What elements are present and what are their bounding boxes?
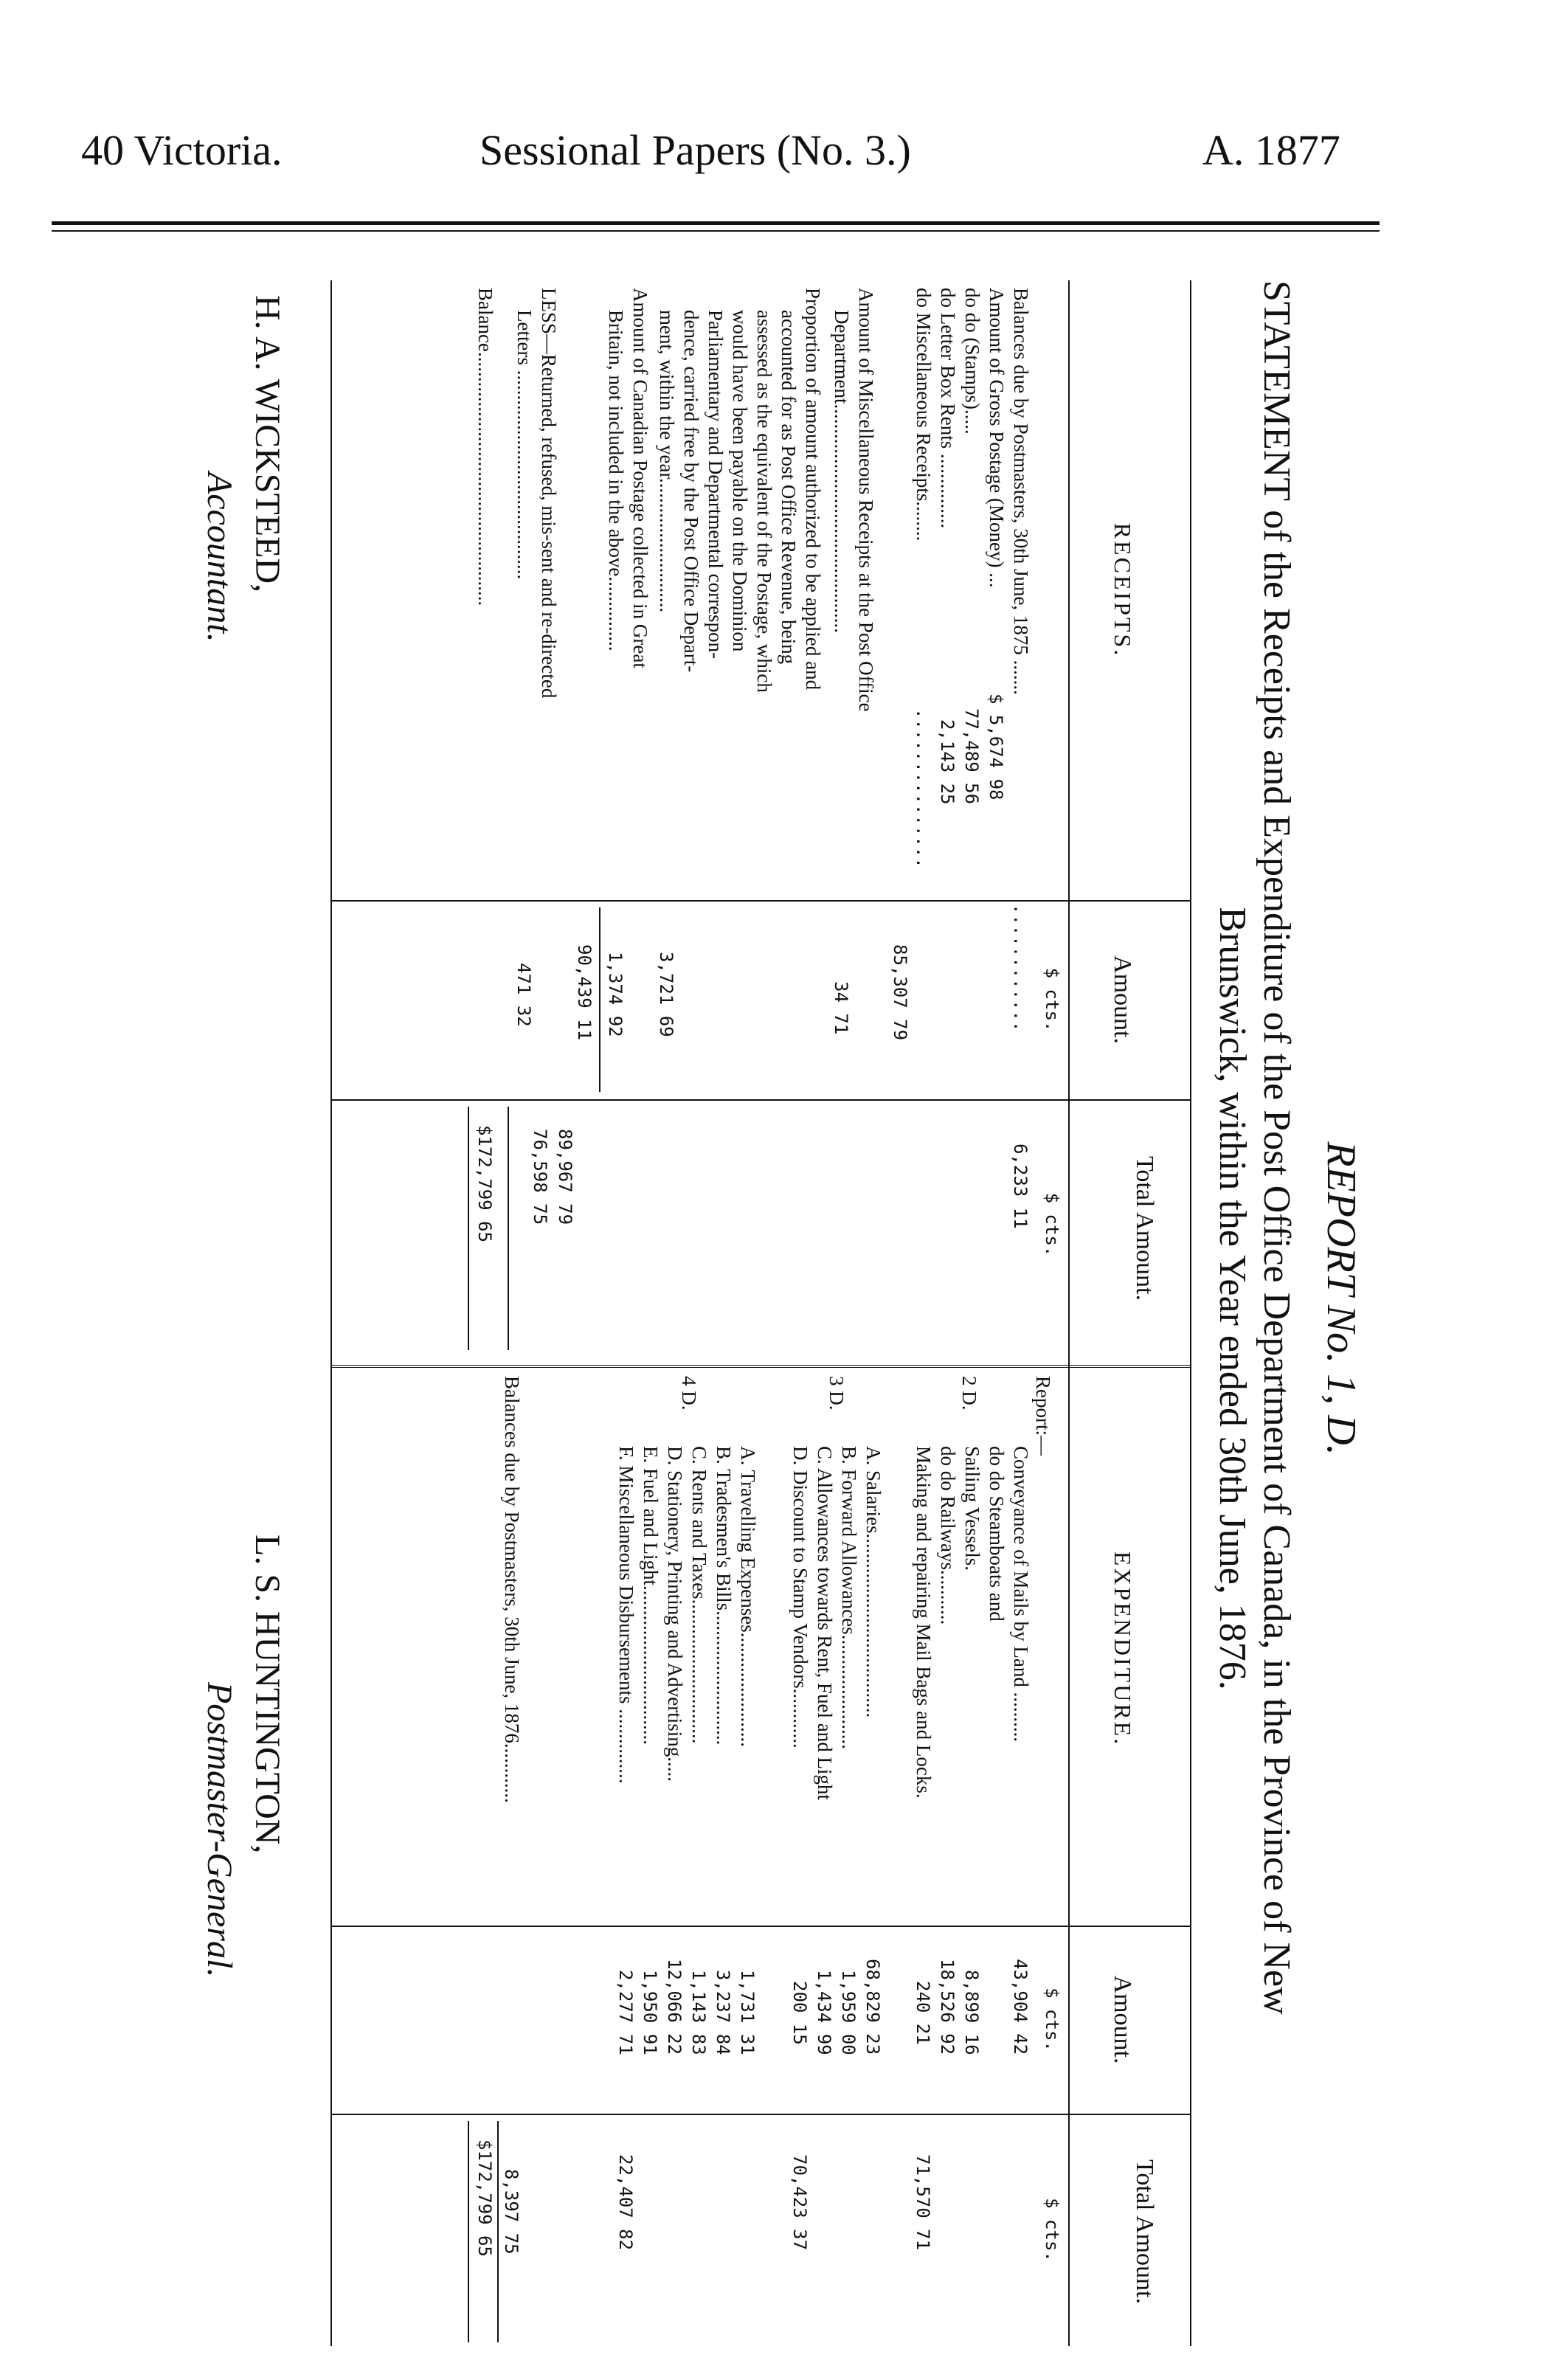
exp-line: B. Tradesmen's Bills...........................: [713, 1446, 735, 1746]
table-top-rule: [1190, 280, 1191, 2346]
receipt-line: would have been payable on the Dominion: [729, 310, 751, 652]
receipt-subtotal-rule: [599, 907, 600, 1092]
exp-total: 70,423 37: [789, 2154, 810, 2251]
receipt-subamount: 2,143 25: [937, 719, 958, 805]
receipt-amount: 3,721 69: [656, 952, 676, 1037]
receipt-line: Letters ..........................................: [513, 310, 536, 580]
receipt-line: LESS—Returned, refused, mis-sent and re-directed: [538, 288, 560, 699]
exp-amount: 43,904 42: [1010, 1959, 1031, 2055]
exp-amount: 12,066 22: [664, 1959, 685, 2055]
exp-amount: 1,434 99: [814, 1970, 834, 2055]
receipts-total-divider: [332, 1099, 1191, 1101]
exp-amount-heading: Amount.: [1109, 1975, 1136, 2064]
exp-amount: 200 15: [789, 1981, 810, 2045]
receipts-total-heading: Total Amount.: [1131, 1156, 1158, 1301]
exp-amount: 2,277 71: [615, 1970, 636, 2055]
exp-line: do do Railways...........: [937, 1446, 959, 1625]
receipt-total: 6,233 11: [1010, 1144, 1031, 1229]
receipt-grand-total: $172,799 65: [474, 1125, 495, 1242]
receipts-heading: RECEIPTS.: [1110, 522, 1136, 658]
receipt-grand-rule: [468, 1107, 469, 1350]
receipt-line: Britain, not included in the above...............: [605, 310, 627, 651]
receipt-line: Amount of Canadian Postage collected in Great: [629, 288, 651, 668]
exp-line: A. Salaries.....................................: [862, 1446, 885, 1718]
receipt-amount: 1,374 92: [605, 952, 626, 1037]
exp-balances-total: 8,397 75: [501, 2169, 522, 2255]
exp-total-divider: [332, 2114, 1191, 2115]
exp-report-label: Report:—: [1032, 1376, 1054, 1456]
table-bottom-rule: [330, 280, 332, 2346]
exp-line: E. Fuel and Light................................: [640, 1446, 662, 1745]
expenditure-heading: EXPENDITURE.: [1110, 1551, 1136, 1747]
receipt-line: Proportion of amount authorized to be applied and: [802, 288, 824, 691]
receipt-line: ment, within the year...........................: [656, 310, 678, 613]
receipt-total: 76,598 75: [530, 1129, 550, 1225]
page-header-center: Sessional Papers (No. 3.): [480, 126, 911, 174]
receipt-amount-dots: ............: [1010, 904, 1031, 1032]
exp-line: Sailing Vessels.: [961, 1446, 983, 1571]
exp-amount: 240 21: [913, 1981, 933, 2045]
exp-total-heading: Total Amount.: [1131, 2159, 1158, 2304]
exp-line: C. Rents and Taxes.............................: [688, 1446, 710, 1744]
receipt-line: dence, carried free by the Post Office Depart-: [680, 310, 702, 673]
receipt-line: Balance...................................................: [474, 288, 496, 606]
report-number: REPORT No. 1, D.: [1318, 1141, 1364, 1456]
header-rule-thick: [52, 221, 1380, 225]
rotated-statement: [81, 236, 1380, 2361]
receipts-total-currency: $ cts.: [1042, 1192, 1062, 1257]
receipts-amount-divider: [332, 900, 1191, 902]
exp-total-rule: [497, 2121, 499, 2342]
exp-amount: 1,143 83: [688, 1970, 709, 2055]
receipt-line: Amount of Gross Postage (Money) ...: [986, 288, 1008, 588]
receipt-amount: 90,439 11: [574, 944, 595, 1041]
receipt-total-rule: [508, 1107, 509, 1350]
exp-line: D. Discount to Stamp Vendors............: [789, 1446, 811, 1748]
page-header-left: 40 Victoria.: [81, 126, 283, 174]
exp-line: A. Travelling Expenses.......................: [737, 1446, 759, 1747]
exp-amount: 1,950 91: [640, 1970, 660, 2055]
receipt-total: 89,967 79: [555, 1129, 575, 1225]
exp-line: C. Allowances towards Rent, Fuel and Light: [814, 1446, 836, 1800]
statement-title-line2: Brunswick, within the Year ended 30th June, 1876.: [1211, 907, 1253, 1690]
exp-line: B. Forward Allowances.......................: [838, 1446, 860, 1749]
exp-amount: 68,829 23: [862, 1959, 883, 2055]
exp-group-code: 4 D.: [678, 1376, 700, 1411]
exp-line: F. Miscellaneous Disbursements ...............: [615, 1446, 637, 1784]
exp-balances-line: Balances due by Postmasters, 30th June, 1876............: [501, 1376, 523, 1803]
exp-grand-rule: [468, 2121, 469, 2342]
statement-title-line1: STATEMENT of the Receipts and Expenditure of the Post Office Department of Canada, in the Province of New: [1256, 280, 1298, 2015]
postmaster-general-name: L. S. HUNTINGTON,: [248, 1535, 287, 1854]
table-header-rule: [1068, 280, 1070, 2346]
receipt-subamount: $ 5,674 98: [986, 693, 1006, 800]
exp-amount: 8,899 16: [961, 1970, 982, 2055]
exp-amount: 18,526 92: [937, 1959, 958, 2055]
exp-total-currency: $ cts.: [1042, 2198, 1062, 2262]
exp-line: D. Stationery, Printing and Advertising.....: [664, 1446, 686, 1782]
receipts-amount-heading: Amount.: [1109, 955, 1136, 1044]
receipt-line: assessed as the equivalent of the Postage, which: [753, 310, 775, 693]
receipt-line: Department..............................................: [831, 310, 853, 633]
exp-group-code: 2 D.: [958, 1376, 980, 1411]
accountant-name: H. A. WICKSTEED,: [248, 295, 287, 593]
exp-grand-total: $172,799 65: [474, 2139, 495, 2257]
exp-amount-divider: [332, 1926, 1191, 1927]
page-header-right: A. 1877: [1202, 126, 1340, 174]
receipt-line: do Miscellaneous Receipts........: [913, 288, 935, 542]
exp-line: Making and repairing Mail Bags and Locks.: [913, 1446, 935, 1799]
receipt-line: Balances due by Postmasters, 30th June, 1875 .......: [1010, 288, 1032, 695]
exp-amount: 1,959 00: [838, 1970, 859, 2055]
exp-line: Conveyance of Mails by Land ..........: [1010, 1446, 1032, 1743]
receipt-amount: 471 32: [513, 963, 534, 1027]
receipt-line: accounted for as Post Office Revenue, being: [778, 310, 800, 665]
exp-group-code: 3 D.: [826, 1376, 848, 1411]
receipt-line: Parliamentary and Departmental correspon-: [705, 310, 727, 660]
header-rule-thin: [52, 230, 1380, 232]
exp-amount-currency: $ cts.: [1042, 1988, 1062, 2052]
receipt-amount: 85,307 79: [890, 944, 910, 1041]
exp-total: 22,407 82: [615, 2154, 636, 2251]
exp-total: 71,570 71: [913, 2154, 933, 2251]
receipt-subamount: ...............: [913, 708, 933, 868]
receipt-subamount: 77,489 56: [961, 708, 982, 805]
receipt-line: Amount of Miscellaneous Receipts at the Post Office: [855, 288, 877, 712]
receipt-line: do Letter Box Rents ...............: [937, 288, 959, 529]
receipts-amount-currency: $ cts.: [1042, 967, 1062, 1032]
accountant-role: Accountant.: [200, 472, 239, 643]
receipt-amount: 34 71: [831, 981, 851, 1035]
exp-amount: 3,237 84: [713, 1970, 733, 2055]
exp-line: do do Steamboats and: [986, 1446, 1008, 1622]
table-middle-divider: [332, 1365, 1191, 1368]
receipt-line: do do (Stamps).....: [961, 288, 983, 435]
exp-amount: 1,731 31: [737, 1970, 758, 2055]
postmaster-general-role: Postmaster-General.: [200, 1682, 239, 1978]
